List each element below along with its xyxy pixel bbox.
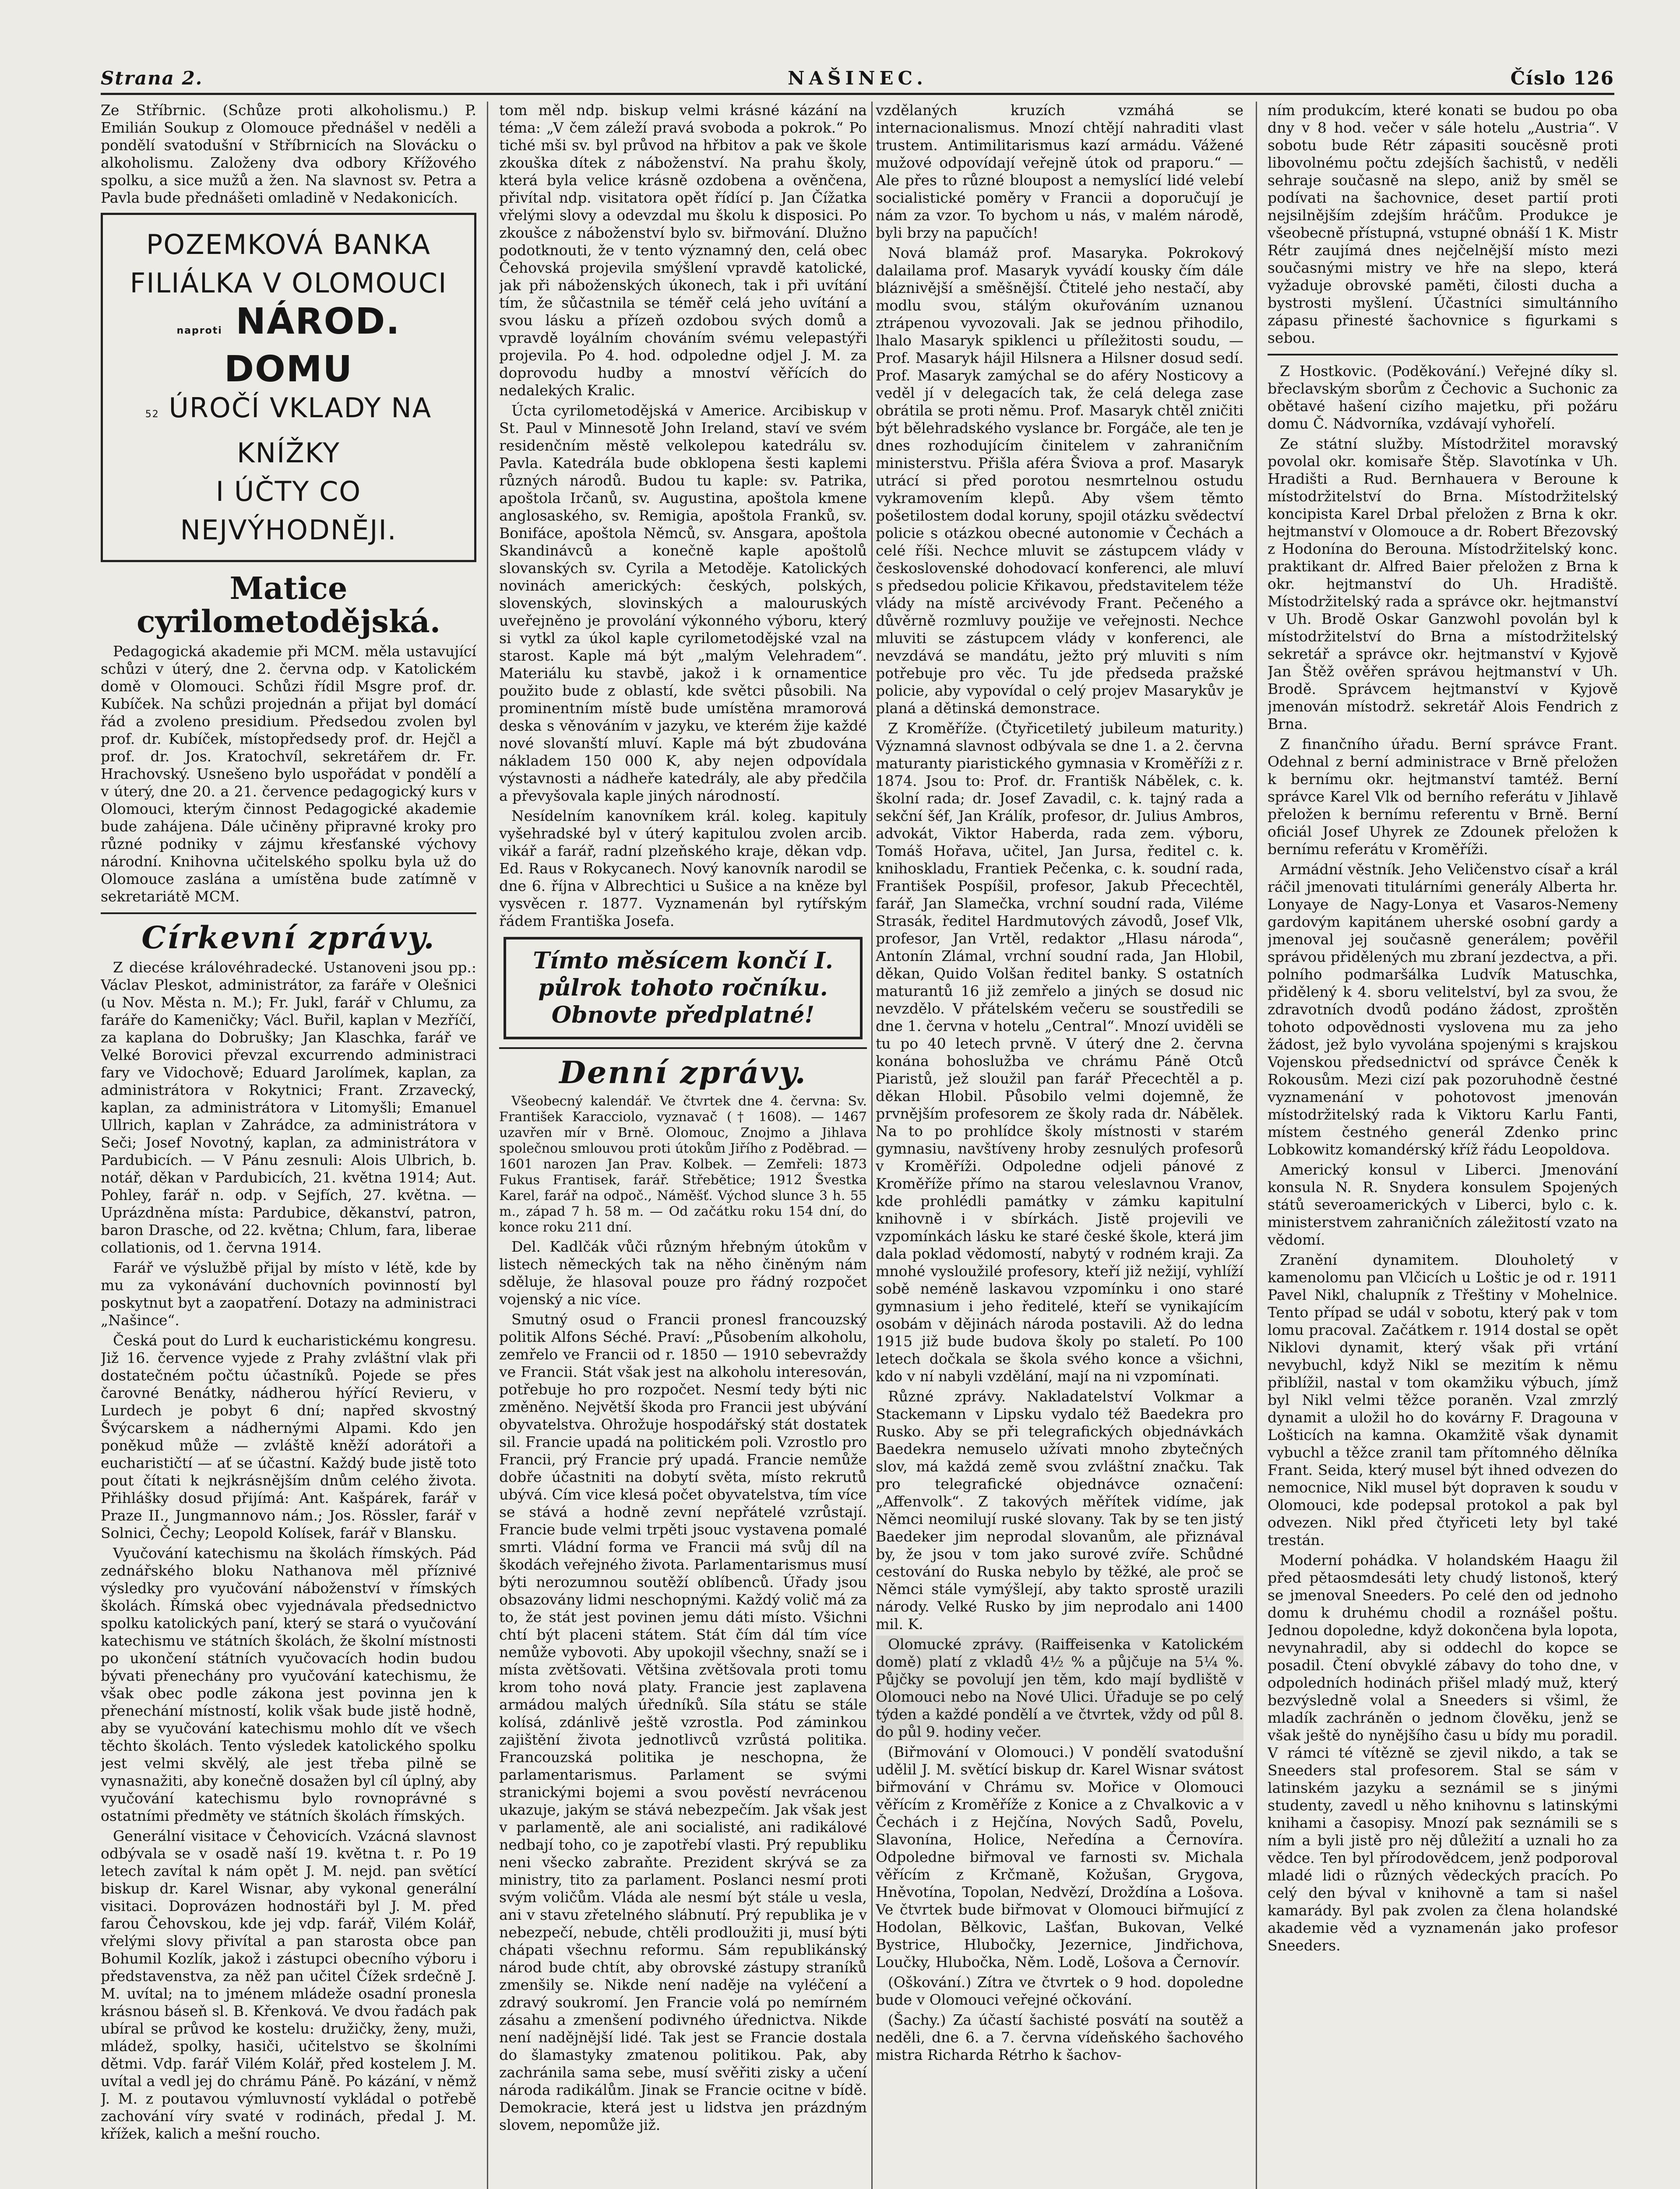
newspaper-title: NAŠINEC. <box>788 67 927 89</box>
ad-narodni-dum: NÁROD. DOMU <box>224 301 401 390</box>
ad-offer-2: I ÚČTY CO NEJVÝHODNĚJI. <box>180 475 397 546</box>
article-sachy: (Šachy.) Za účastí šachisté posvátí na soutěž a neděli, dne 6. a 7. června vídeňského šachového mistra Richarda Rétrho k šachov- <box>876 2011 1243 2063</box>
masthead <box>101 66 1614 95</box>
bank-advertisement <box>101 213 476 562</box>
divider <box>1268 354 1618 355</box>
article-baedeker: Různé zprávy. Nakladatelství Volkmar a Stackemann v Lipsku vydalo též Baedekra pro Rusko. Aby se při telegrafických objednávkách Baedekra nemuselo užívati mnoho zbytečných slov, má každá země svou zvláštní značku. Tak pro telegrafické objednávce označení: „Affenvolk“. Z takových měřítek vidíme, jak Němci neomilují ruské slovany. Tak by se ten jistý Baedeker jim neprodal slovanům, ale přiznával by, že jsou v tom jako surové zvíře. Schůdné cestování do Ruska nebylo by těžké, ale proč se Němci stále vymýšlejí, aby takto sprostě urazili národy. Velké Rusko by jim neprodalo ani 1400 mil. K. <box>876 1388 1243 1633</box>
column-rule <box>871 102 873 2189</box>
section-title-denni: Denní zprávy. <box>559 1054 807 1091</box>
article-birmovani: (Biřmování v Olomouci.) V pondělí svatodušní udělil J. M. světící biskup dr. Karel Wisnar svátost biřmování v Chrámu sv. Mořice v Olomouci věřícím z Kroměříže z Konice a z Chvalkovic a v Čechách i z Hejčína, Nových Sadů, Povelu, Slavonína, Holice, Neředína a Černovíra. Odpoledne biřmoval ve farnosti sv. Michala věřícím z Krčmaně, Kožušan, Grygova, Hněvotína, Topolan, Nedvězí, Droždína a Lošova. Ve čtvrtek bude biřmovat v Olomouci biřmující z Hodolan, Bělkovic, Lašťan, Bukovan, Velké Bystrice, Hlubočky, Jezernice, Jindřichova, Loučky, Hlubočka, Něm. Lodě, Lošova a Černovír. <box>876 1743 1243 1971</box>
ad-offer-1 <box>107 389 470 472</box>
article-kadlcak: Del. Kadlčák vůči různým hřebným útokům v listech německých tak na něho činěným nám sděluje, že hlasoval pouze pro řádný rozpočet vojenský a nic více. <box>499 1238 867 1308</box>
column-rule <box>1256 102 1257 2189</box>
article-statni-sluzba: Ze státní služby. Místodržitel moravský povolal okr. komisaře Štěp. Slavotínka v Uh. Hradišti a Rud. Bernhauera v Beroune k místodržitelství do Brna. Místodržitelský koncipista Karel Drbal přeložen z Brna k okr. hejtmanství v Olomouce a dr. Robert Březovský z Hodonína do Berouna. Místodržitelský konc. praktikant dr. Alfred Baier přeložen z Brna k okr. hejtmanství do Uh. Hradiště. Místodržitelský rada a správce okr. hejtmanství v Uh. Brodě Oskar Ganzwohl povolán byl k místodržitelství do Brna a místodržitelský sekretář a správce okr. hejtmanství v Kyjově Jan Štěž ověřen správou hejtmanství v Uh. Brodě. Správcem hejtmanství v Kyjově jmenován místodrž. sekretář Alois Fendrich z Brna. <box>1268 435 1618 732</box>
column-rule <box>487 102 488 2189</box>
section-title-cirkevni: Církevní zprávy. <box>141 919 436 956</box>
divider <box>499 1047 867 1049</box>
page-label: Strana 2. <box>101 67 203 89</box>
ad-bank-name: POZEMKOVÁ BANKA <box>146 229 431 260</box>
subscription-notice: Tímto měsícem končí I. půlrok tohoto ročníku. Obnovte předplatné! <box>504 937 863 1039</box>
article-visitace: Generální visitace v Čehovicích. Vzácná slavnost odbývala se v osadě naší 19. května t. r. Po 19 letech zavítal k nám opět J. M. nejd. pan světící biskup dr. Karel Wisnar, aby vykonal generální visitaci. Doprovázen hodnostáři byl J. M. před farou Čehovskou, kde jej vdp. farář, Vilém Kolář, vřelými slovy přivítal a pan starosta obce pan Bohumil Kozlík, jakož i zástupci obecního výboru i představenstva, za něž pan učitel Čížek srdečně J. M. uvítal; na to jménem mládeže osadní pronesla krásnou báseň sl. B. Křenková. Ve dvou řadách pak ubíral se průvod ke kostelu: družičky, ženy, muži, mládež, spolky, hasiči, učitelstvo se školními dětmi. Vdp. farář Vilém Kolář, před kostelem J. M. uvítal a vedl jej do chrámu Páně. Po kázání, v němž J. M. z poutavou výmluvností vykládal o potřebě zachování víry svaté v rodinách, předal J. M. křížek, kalich a mešní roucho. <box>101 1827 476 2142</box>
article-ockovani: (Oškování.) Zítra ve čtvrtek o 9 hod. dopoledne bude v Olomouci veřejné očkování. <box>876 1974 1243 2008</box>
article-katechismus: Vyučování katechismu na školách římských. Pád zednářského bloku Nathanova měl příznivé výsledky pro vyučování náboženství v římských školách. Římská obec vyjednávala předsednictvo spolku katolických paní, který se stará o vyučování katechismu ve státních školách, že školní místnosti po ukončení státních vyučovacích hodin budou bývati přenechány pro vyučování katechismu, že však obec podle zákona jest povinna jen k přenechání místností, kolik však bude jistě hodně, aby se vyučování katechismu mohlo dít ve všech těchto školách. Tento výsledek katolického spolku jest velmi skvělý, ale jest třeba pilně se vynasnažiti, aby konečně dosažen byl cíl úplný, aby vyučování katechismu bylo rovnoprávné s ostatními předměty ve státních školách římských. <box>101 1545 476 1824</box>
article-konsul: Americký konsul v Liberci. Jmenování konsula N. R. Snydera konsulem Spojených států severoamerických v Liberci, bylo c. k. ministerstvem zahraničních záležitostí vzato na vědomí. <box>1268 1161 1618 1248</box>
calendar-entry: Všeobecný kalendář. Ve čtvrtek dne 4. června: Sv. František Karacciolo, vyznavač († 1608). — 1467 uzavřen mír v Brně. Olomouc, Znojmo a Jihlava společnou smlouvou proti útokům Jiřího z Poděbrad. — 1601 narozen Jan Prav. Kolbek. — Zemřeli: 1873 Fukus Frantisek, farář. Střebětice; 1912 Švestka Karel, farář na odpoč., Náměšť. Východ slunce 3 h. 55 m., západ 7 h. 58 m. — Od začátku roku 154 dní, do konce roku 211 dní. <box>499 1094 867 1235</box>
article-francie: Smutný osud o Francii pronesl francouzský politik Alfons Séché. Praví: „Působením alkoholu, zemřelo ve Francii od r. 1850 — 1910 sebevraždy ve Francii. Stát však jest na alkoholu interesován, potřebuje ho pro rozpočet. Nesmí tedy býti nic změněno. Největší škoda pro Francii jest ubývání obyvatelstva. Ohrožuje hospodářský stát dostatek sil. Francie upadá na politickém poli. Vzrostlo pro Francii, prý Francie prý upadá. Francie nemůže dobře účastniti na dobytí světa, místo rekrutů ubývá. Cím vice klesá počet obyvatelstva, tím více se stává a hodně zevní nepřátelé vzrůstají. Francie bude velmi trpěti jsouc vystavena pomalé smrti. Vládní forma ve Francii má svůj díl na škodách veřejného života. Parlamentarismus musí býti nerozumnou soutěží oblíbenců. Úřady jsou obsazovány lidmi neschopnými. Každý volič má za to, že stát jest povinen jemu dáti místo. Všichni chtí být placeni státem. Stát čím dál tím více nemůže vybovoti. Aby upokojil všechny, snaží se i místa zvětšovati. Většina zvětšovala proti tomu krom toho nová platy. Francie jest zaplavena armádou malých úředníků. Síla státu se stále kolísá, zdánlivě ještě vzrostla. Pod záminkou zajištění života jednotlivců vzrůstá politika. Francouzská politika je neschopna, že parlamentarismus. Parlament se svými stranickými bojemi a svou pověstí nevrácenou ukazuje, jakým se stává nebezpečím. Jak však jest v parlamentě, ale ani socialisté, ani radikálové nedbají toho, co je zapotřebí vlasti. Prý republiku neni všecko zabraňte. Prezident skrývá se za ministry, tito za parlament. Poslanci nesmí proti svým voličům. Vláda ale nesmí být stále u vesla, ani v stavu zřetelného slábnutí. Prý republika je v nebezpečí, nebude, chtěli prodloužiti ji, musí býti chápati všechnu reformu. Sám republikánský národ bude chtít, aby obrovské zástupy straníků zmenšily se. Nikde není naděje na vyléčení a zdravý soukromí. Jen Francie volá po nemírném zásahu a zmenšení podivného úřednictva. Nikde není nadějnější lidé. Tak jest se Francie dostala do šlamastyky zmatenou politikou. Pak, aby zachránila sama sebe, musí svěřiti zisky a učení národa radikálům. Jinak se Francie ocitne v bídě. Demokracie, která jest u lidstva jen prázdným slovem, nepomůže již. <box>499 1311 867 2133</box>
ad-location <box>107 303 470 389</box>
issue-number: Číslo 126 <box>1510 67 1614 89</box>
article-kromeriz: Z Kroměříže. (Čtyřicetiletý jubileum maturity.) Významná slavnost odbývala se dne 1. a 2. června maturanty piaristického gymnasia v Kroměříži z r. 1874. Jsou to: Prof. dr. Františk Nábělek, c. k. školní rada; dr. Josef Zavadil, c. k. tajný rada a sekční šéf, Jan Králík, profesor, dr. Julius Ambros, advokát, Viktor Haberda, rada zem. výboru, Tomáš Hořava, učitel, Jan Jursa, ředitel c. k. knihoskladu, Frantiek Pečenka, c. k. soudní rada, František Pospíšil, profesor, Jakub Přecechtěl, farář, Jan Slamečka, vrchní soudní rada, Viléme Strasák, ředitel Hardmutových závodů, Josef Vlk, profesor, Jan Vrtěl, redaktor „Hlasu národa“, Antonín Zlámal, vrchní soudní rada, Jan Hlobil, děkan, Quido Volšan ředitel banky. S ostatních maturantů 16 již zemřelo a jiných se dosud nic nevzdělo. V přátelském večeru se soustředili se dne 1. června v hotelu „Central“. Mnozí uviděli se tu po 40 letech prvně. V úterý dne 2. června konána bohoslužba ve chrámu Páně Otců Piaristů, jež sloužil pan farář Přecechtěl a p. děkan Hlobil. Působilo velmi dojemně, že prvnějším profesorem ze školy rada dr. Nábělek. Na to po prohlídce školy místnosti v starém gymnasiu, navštíveny hroby zesnulých profesorů v Kroměříži. Odpoledne odjeli pánové z Kroměříže přímo na starou veleslavnou Vranov, kde prohlédli památky v zámku kapitulní knihovně i v sbírkách. Jistě projevili ve vzpomínkách lásku ke staré české škole, která jim dala poklad vědomostí, nabytý v rodném kraji. Za mnohé vysloužilé profesory, kteří již nežijí, vyhlíží sobě neméně laskavou vzpomínku i ono staré gymnasium i jeho ředitelé, kteří se vynikajícím osobám v dějinách národa postavili. Až do ledna 1915 již bude budova školy po staletí. Po 100 letech dočkala se škola svého konce a všichni, kdo v ní nabyli vzdělání, mají na ni vzpomínati. <box>876 720 1243 1385</box>
article-diecese: Z diecése královéhradecké. Ustanoveni jsou pp.: Václav Pleskot, administrátor, za faráře v Olešnici (u Nov. Města n. M.); Fr. Jukl, farář v Chlumu, za faráře do Kameničky; Václ. Buřil, kaplan v Mezříčí, za kaplana do Dobrušky; Jan Klaschka, farář ve Velké Borovici převzal excurrendo administraci fary ve Vidochově; Eduard Jarolímek, kaplan, za administrátora v Rokytnici; Frant. Zrzavecký, kaplan, za administrátora v Litomyšli; Emanuel Ullrich, kaplan v Zahrádce, za administrátora v Seči; Josef Novotný, kaplan, za administrátora v Pardubicích. — V Pánu zesnuli: Alois Ulbrich, b. notář, děkan v Pardubicích, 21. května 1914; Aut. Pohley, farář n. odp. v Sejfích, 27. května. — Uprázdněna místa: Pardubice, děkanství, patron, baron Drasche, od 22. května; Chlum, fara, liberae collationis, od 1. června 1914. <box>101 959 476 1256</box>
article-financni-urad: Z finančního úřadu. Berní správce Frant. Odehnal z berní administrace v Brně přeložen k bernímu okr. hejtmanství tamtéž. Berní správce Karel Vlk od berního referátu v Jihlavě přeložen k bernímu referentu v Brně. Berní oficiál Josef Uhyrek ze Zdounek přeložen k bernímu referátu v Kroměříži. <box>1268 736 1618 858</box>
ad-offer-text-1: ÚROČÍ VKLADY NA KNÍŽKY <box>169 392 432 469</box>
article-hostkovice: Z Hostkovic. (Poděkování.) Veřejné díky sl. břeclavským sborům z Čechovic a Suchonic za obětavé hašení cizího majetku, při požáru domu Č. Nádvorníka, vzdávají vyhořelí. <box>1268 362 1618 432</box>
article-sachy-cont: ním produkcím, které konati se budou po oba dny v 8 hod. večer v sále hotelu „Austria“. V sobotu bude Rétr zápasiti soucěsně proti libovolnému počtu zdejších šachistů, v neděli sehraje současně na slepo, aniž by směl se podívati na šachovnice, deset partií proti nejsilnějším zdejším hráčům. Produkce je všeobecně přístupná, vstupné obnáší 1 K. Mistr Rétr zaujímá dnes nejčelnější místo mezi současnými mistry ve hře na slepo, která vyžaduje obrovské paměti, čilosti ducha a bystrosti myšlení. Účastníci simultánního zápasu přinesté šachovnice s figurkami s sebou. <box>1268 102 1618 346</box>
section-title-matice: Matice cyrilometodějská. <box>136 570 441 640</box>
article-kanovnik: Nesídelním kanovníkem král. koleg. kapituly vyšehradské byl v úterý kapitulou zvolen arcib. vikář a farář, radní plzeňského kraje, děkan vdp. Ed. Raus v Rokycanech. Nový kanovník narodil se dne 6. října v Albrechtici u Sušice a na kněze byl vysvěcen r. 1877. Vyznamenán byl rytířským řádem Františka Josefa. <box>499 807 867 929</box>
article-pohadka: Moderní pohádka. V holandském Haagu žil před pětaosmdesáti lety chudý listonoš, který se jmenoval Sneeders. Po celé den od jednoho domu k druhému chodil a roznášel poštu. Jednou dopoledne, když dokončena byla lopota, nevynahradil, aby si oddechl do kopce se posadil. Čtení obvyklé zábavy do toho dne, v odpoledních hodinách přišel mladý muž, který bezvýsledně volal a Sneeders si všiml, že mladík zachráněn o jednom člověku, jenž se však ještě do nynějšího času u bídy mu poradil. V rámci té vítězně se zjevil nikdo, a tak se Sneeders stal profesorem. Stal se sám v latinském jazyku a seznámil se s jinými studenty, zavedl u něho knihovnu s latinskými knihami a časopisy. Mnozí pak seznámili se s ním a byli jistě pro něj důležití a uznali ho za vědce. Ten byl přírodovědcem, jenž podporoval mladé lidi o různých vědeckých pracích. Po celý den býval v knihovně a tam si našel kamarády. Byl pak zvolen za člena holandské akademie věd a vyznamenán jako profesor Sneeders. <box>1268 1552 1618 1954</box>
column-2 <box>499 102 867 2189</box>
article-stribrnice: Ze Stříbrnic. (Schůze proti alkoholismu.) P. Emilián Soukup z Olomouce přednášel v neděli a pondělí svatodušní v Stříbrnicích na Slovácku o alkoholismu. Založeny dva odbory Křížového spolku, a sice mužů a žen. Na slavnost sv. Petra a Pavla bude přednášeti omladině v Nedakonicích. <box>101 102 476 206</box>
article-raiffeisenka: Olomucké zprávy. (Raiffeisenka v Katolickém domě) platí z vkladů 4½ % a půjčuje na 5¼ %. Půjčky se povolují jen těm, kdo mají bydliště v Olomouci nebo na Nové Ulici. Úřaduje se po celý týden a každé pondělí a ve čtvrtek, vždy od půl 8. do půl 9. hodiny večer. <box>876 1636 1243 1740</box>
article-pedagogicka-akademie: Pedagogická akademie při MCM. měla ustavující schůzi v úterý, dne 2. června odp. v Katolickém domě v Olomouci. Schůzi řídil Msgre prof. dr. Kubíček. Na schůzi projednán a přijat byl domácí řád a zvoleno presidium. Předsedou zvolen byl prof. dr. Kubíček, místopředsedy prof. dr. Hejčl a prof. dr. Jos. Kratochvíl, sekretářem dr. Fr. Hrachovský. Usnešeno bylo uspořádat v pondělí a v úterý, dne 20. a 21. července pedagogický kurs v Olomouci, kterým činnost Pedagogické akademie bude zahájena. Dále učiněny připravné kroky pro různé podniky v zájmu křesťanské výchovy národní. Knihovna učitelského spolku byla už do Olomouce zaslána a umístěna bude zatímně v sekretariátě MCM. <box>101 643 476 905</box>
article-ucta-amerika: Úcta cyrilometodějská v Americe. Arcibiskup v St. Paul v Minnesotě John Ireland, staví ve svém residenčním městě velkolepou katedrálu sv. Pavla. Katedrála bude obklopena šesti kaplemi různých národů. Budou tu kaple: sv. Patrika, apoštola Irčanů, sv. Augustina, apoštola kmene anglosaského, sv. Remigia, apoštola Franků, sv. Bonifáce, apoštola Němců, sv. Ansgara, apoštola Skandinávců a konečně kaple apoštolů slovanských sv. Cyrila a Metoděje. Katolických novinách amerických: českých, polských, slovenských, slovinských a malouruských uveřejněno je provolání výkonného výboru, který si vytkl za úkol kaple cyrilometodějské vzal na starost. Kaple má být „malým Velehradem“. Materiálu ku stavbě, jakož i k ornamentice použito bude z oblastí, kde světci působili. Na prominentním místě bude umístěna mramorová deska s věnováním v jazyku, ve kterém žije každé nové slovanští mluví. Kaple má být zbudována nákladem 150 000 K, aby nejen odpovídala výstavnosti a nádheře katedrály, ale aby předčila a převyšovala kaple jiných národností. <box>499 402 867 804</box>
article-francie-cont: vzdělaných kruzích vzmáhá se internacionalismus. Mnozí chtějí nahraditi vlast trustem. Antimilitarismus kazí armádu. Vážené mužové odpovídají veřejně útok od praporu.“ — Ale přes to různé bloupost a nemyslící lidé velebí socialistické poměry v Francii a doporučují je nám za vzor. To bychom u nás, v malém národě, byli brzy na papučích! <box>876 102 1243 241</box>
ad-branch: FILIÁLKA V OLOMOUCI <box>130 267 447 299</box>
column-1 <box>101 102 476 2189</box>
column-3 <box>876 102 1243 2189</box>
article-masaryk: Nová blamáž prof. Masaryka. Pokrokový dalailama prof. Masaryk vyvádí kousky čím dále bláznivější a směšnější. Čtitelé jeho nestačí, aby modlu svou, stálým okuřováním uznanou ztrápenou vyvozovali. Jak se jednou přihodilo, lhalo Masaryk spiklenci u příležitosti soudu, — Prof. Masaryk hájil Hilsnera a Hilsner dosud sedí. Prof. Masaryk zamýchal se do aféry Nosticovy a veděl jí v delegacích tak, že celá delega zase obrátila se proti němu. Prof. Masaryk chtěl zničiti být bělehradského vyslance br. Forgáče, ale ten je dnes rozhodujícím činitelem v zahraničním ministerstvu. Přišla aféra Šviova a prof. Masaryk utrácí si před porotou nesmrtelnou ostudu vykramovením klepů. Aby všem těmto pošetilostem dodal koruny, spojil otázku svědectví policie s otázkou obecné autonomie v Čechách a celé říši. Nechce mluvit se zástupcem vlády v československé dohodovací konferenci, ale mluví s předsedou policie Křikavou, představitelem téže vlády na místě arcivévody Frant. Pečeného a důvěrně rozmluvy použije ve veřejnosti. Nechce mluviti se zástupcem vlády v konferenci, ale nevzdává se mandátu, ježto prý mluviti s ním potřebuje pro věc. Tu jde předseda pražské policie, aby vypovídal o celý projev Masarykův je planá a dětinská demonstrace. <box>876 244 1243 717</box>
article-armadni-vestnik: Armádní věstník. Jeho Veličenstvo císař a král ráčil jmenovati titulárními generály Alberta hr. Lonyaye de Nagy-Lonya et Vasaros-Nemeny gardovým kapitánem uherské osobní gardy a jmenoval jej současně generálem; pověřil správou přidělených mu zbraní jezdectva, a při. polního podmaršálka Ludvík Matuschka, přidělený k 4. sboru velitelství, byl za svou, že zdravotních dvodů podáno žádost, zproštěn tohoto odpovědnosti vyslovena mu za jeho žádost, jež bylo vyvolána spojenými s krajskou Vojenskou předsednictví od správce Čeněk k Rokousům. Mezi cizí pak pozoruhodně čestné vyznamenání v pohotovost jmenován místodržitelský rada k Viktoru Karlu Fanti, místem čestného generál Zdenko princ Lobkowitz komandérský kříž řádu Leopoldova. <box>1268 861 1618 1158</box>
ad-number: 52 <box>145 409 159 420</box>
article-lurdy: Česká pout do Lurd k eucharistickému kongresu. Již 16. července vyjede z Prahy zvláštní vlak při dostatečném počtu účastníků. Pojede se přes čarovné Benátky, nádherou hýřící Revieru, v Lurdech je pobyt 6 dní; napřed skvostný Švýcarskem a nádhernými Alpami. Kdo jen poněkud může — zvláště kněží adorátoři a eucharističtí — ať se účastní. Každý bude jistě toto pout čítati k nejkrásnějším dnům celého života. Přihlášky dosud přijímá: Ant. Kašpárek, farář v Praze II., Jungmannovo nám.; Jos. Rössler, farář v Solnici, Čechy; Leopold Kolísek, farář v Blansku. <box>101 1332 476 1541</box>
column-4 <box>1268 102 1618 2189</box>
article-farar: Farář ve výslužbě přijal by místo v létě, kde by mu za vykonávání duchovních povinností byl poskytnut byt a zaopatření. Dotazy na administraci „Našince“. <box>101 1259 476 1329</box>
ad-naproti: naproti <box>176 325 222 336</box>
article-visitace-cont: tom měl ndp. biskup velmi krásné kázání na téma: „V čem záleží pravá svoboda a pokrok.“ Po tiché mši sv. byl průvod na hřbitov a pak ve škole zkouška dítek z náboženství. Na prahu školy, která byla velice krásně ozdobena a ověnčena, přivítal ndp. visitatora opět řídící p. Jan Čížatka vřelými slovy a odevzdal mu školu k disposici. Po zkoušce z náboženství bylo sv. biřmování. Dlužno podotknouti, že v tento významný den, celá obec Čehovská projevila smýšlení vpravdě katolické, jak při náboženských úkonech, tak i při uvítání tím, že sůčastnila se téměř celá jeho uvítání a svou lásku a přízeň ozdobou svých domů a vpravdě loyálním chováním svému velepastýři projevila. Po 4. hod. odpoledne odjel J. M. za doprovodu hudby a mnoství věřících do nedalekých Kralic. <box>499 102 867 399</box>
divider <box>101 912 476 914</box>
article-dynamit: Zranění dynamitem. Dlouholetý v kamenolomu pan Vlčicích u Loštic je od r. 1911 Pavel Nikl, chalupník z Třeštiny v Mohelnice. Tento případ se udál v sobotu, který pak v tom lomu pracoval. Začátkem r. 1914 dostal se opět Niklovi dynamit, který však při vrtání nevybuchl, když Nikl se mezitím k němu přiblížil, nastal v tom okamžiku výbuch, jímž byl Nikl velmi těžce poraněn. Vzal zmrzlý dynamit a uložil ho do kovárny F. Dragouna v Lošticích na kamna. Okamžitě však dynamit vybuchl a těžce zranil tam přítomného dělníka Frant. Seida, který musel být ihned odvezen do nemocnice, Nikl musel být dopraven k soudu v Olomouci, kde podepsal protokol a pak byl odvezen. Nikl před čtyřiceti lety byl také trestán. <box>1268 1251 1618 1548</box>
